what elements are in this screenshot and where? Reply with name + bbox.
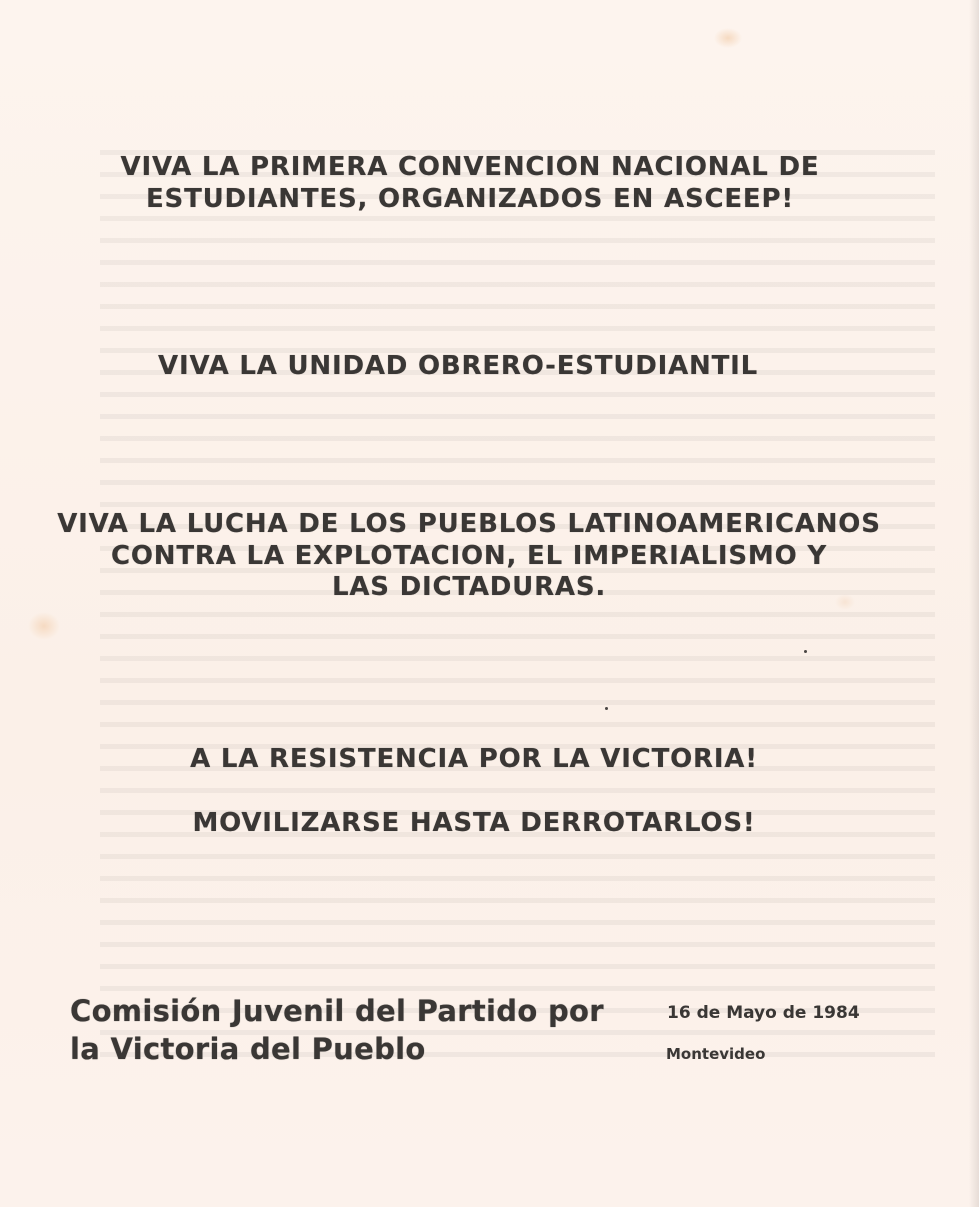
headline-line: CONTRA LA EXPLOTACION, EL IMPERIALISMO Y	[111, 540, 827, 571]
headline-line: ESTUDIANTES, ORGANIZADOS EN ASCEEP!	[145, 183, 794, 214]
headline-line: VIVA LA PRIMERA CONVENCION NACIONAL DE	[120, 152, 820, 182]
signature-block	[70, 992, 604, 1068]
headline-line: A LA RESISTENCIA POR LA VICTORIA!	[190, 744, 758, 774]
headline-unidad	[0, 351, 928, 383]
headline-movilizarse	[4, 808, 944, 840]
ink-speck	[804, 650, 807, 653]
page-edge-shadow	[969, 0, 979, 1207]
headline-line: VIVA LA UNIDAD OBRERO-ESTUDIANTIL	[158, 351, 758, 381]
headline-line: LAS DICTADURAS.	[331, 572, 607, 602]
headline-line: VIVA LA LUCHA DE LOS PUEBLOS LATINOAMERICANOS	[57, 509, 881, 539]
headline-resistencia	[4, 744, 944, 776]
ink-speck	[605, 707, 608, 710]
headline-line: MOVILIZARSE HASTA DERROTARLOS!	[192, 808, 756, 838]
date-text: 16 de Mayo de 1984	[667, 1003, 860, 1023]
headline-lucha	[0, 509, 939, 604]
headline-convencion	[0, 152, 940, 215]
place-text: Montevideo	[666, 1045, 766, 1063]
signature-line: la Victoria del Pueblo	[70, 1032, 426, 1066]
signature-line: Comisión Juvenil del Partido por	[70, 994, 604, 1028]
